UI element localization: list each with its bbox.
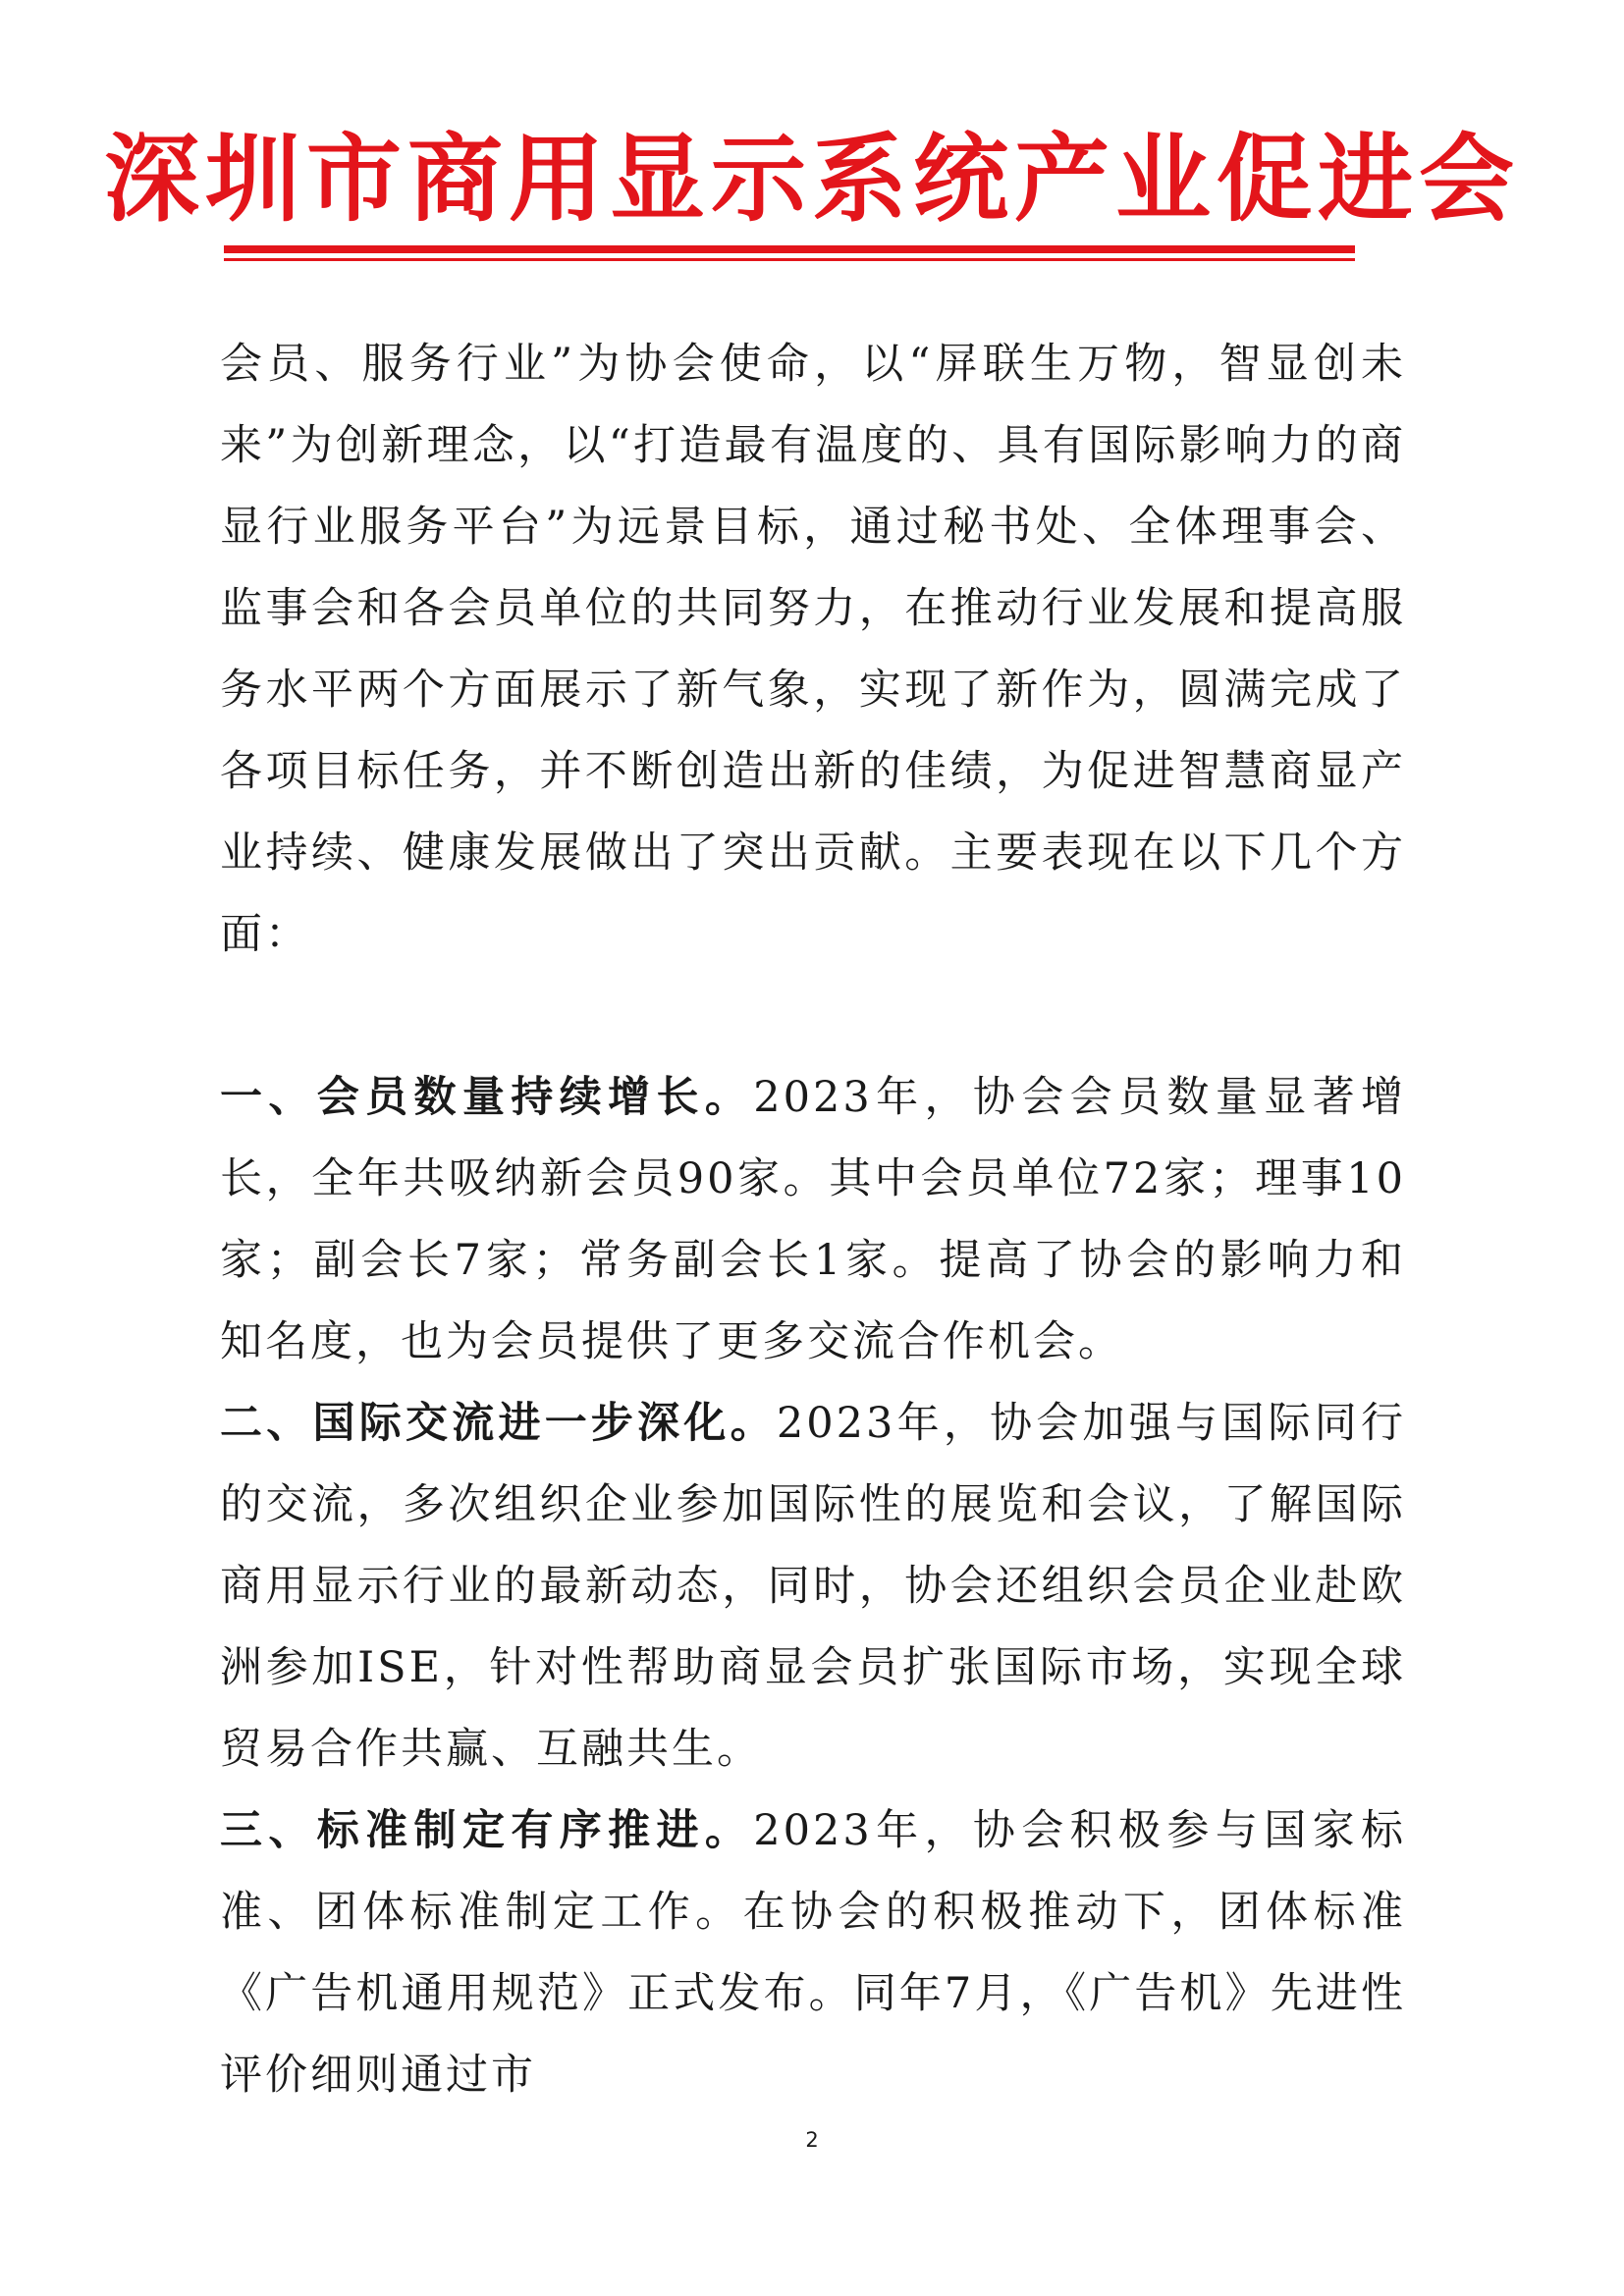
section-paragraph-members bbox=[220, 1057, 1406, 1383]
section-heading: 二、国际交流进一步深化。 bbox=[220, 1399, 777, 1448]
letterhead bbox=[0, 126, 1624, 234]
intro-paragraph: 会员、服务行业”为协会使命，以“屏联生万物，智显创未来”为创新理念，以“打造最有温度的、具有国际影响力的商显行业服务平台”为远景目标，通过秘书处、全体理事会、监事会和各会员单位的共同努力，在推动行业发展和提高服务水平两个方面展示了新气象，实现了新作为，圆满完成了各项目标任务，并不断创造出新的佳绩，为促进智慧商显产业持续、健康发展做出了突出贡献。主要表现在以下几个方面： bbox=[220, 340, 1406, 959]
section-text: 2023年，协会会员数量显著增长，全年共吸纳新会员90家。其中会员单位72家；理事10家；副会长7家；常务副会长1家。提高了协会的影响力和知名度，也为会员提供了更多交流合作机会。 bbox=[220, 1073, 1406, 1366]
section-text: 2023年，协会加强与国际同行的交流，多次组织企业参加国际性的展览和会议，了解国际商用显示行业的最新动态，同时，协会还组织会员企业赴欧洲参加ISE，针对性帮助商显会员扩张国际市场，实现全球贸易合作共赢、互融共生。 bbox=[220, 1399, 1406, 1774]
organization-title: 深圳市商用显示系统产业促进会 bbox=[104, 124, 1520, 235]
section-text: 2023年，协会积极参与国家标准、团体标准制定工作。在协会的积极推动下，团体标准《广告机通用规范》正式发布。同年7月，《广告机》先进性评价细则通过市 bbox=[220, 1806, 1406, 2100]
letterhead-rule-thick bbox=[224, 245, 1355, 253]
section-heading: 三、标准制定有序推进。 bbox=[220, 1806, 754, 1855]
page-number: 2 bbox=[805, 2128, 819, 2152]
section-paragraph-standards bbox=[220, 1790, 1406, 2116]
section-heading: 一、会员数量持续增长。 bbox=[220, 1073, 754, 1122]
document-body bbox=[220, 324, 1406, 2116]
section-paragraph-international bbox=[220, 1383, 1406, 1790]
letterhead-rule-thin bbox=[224, 258, 1355, 261]
